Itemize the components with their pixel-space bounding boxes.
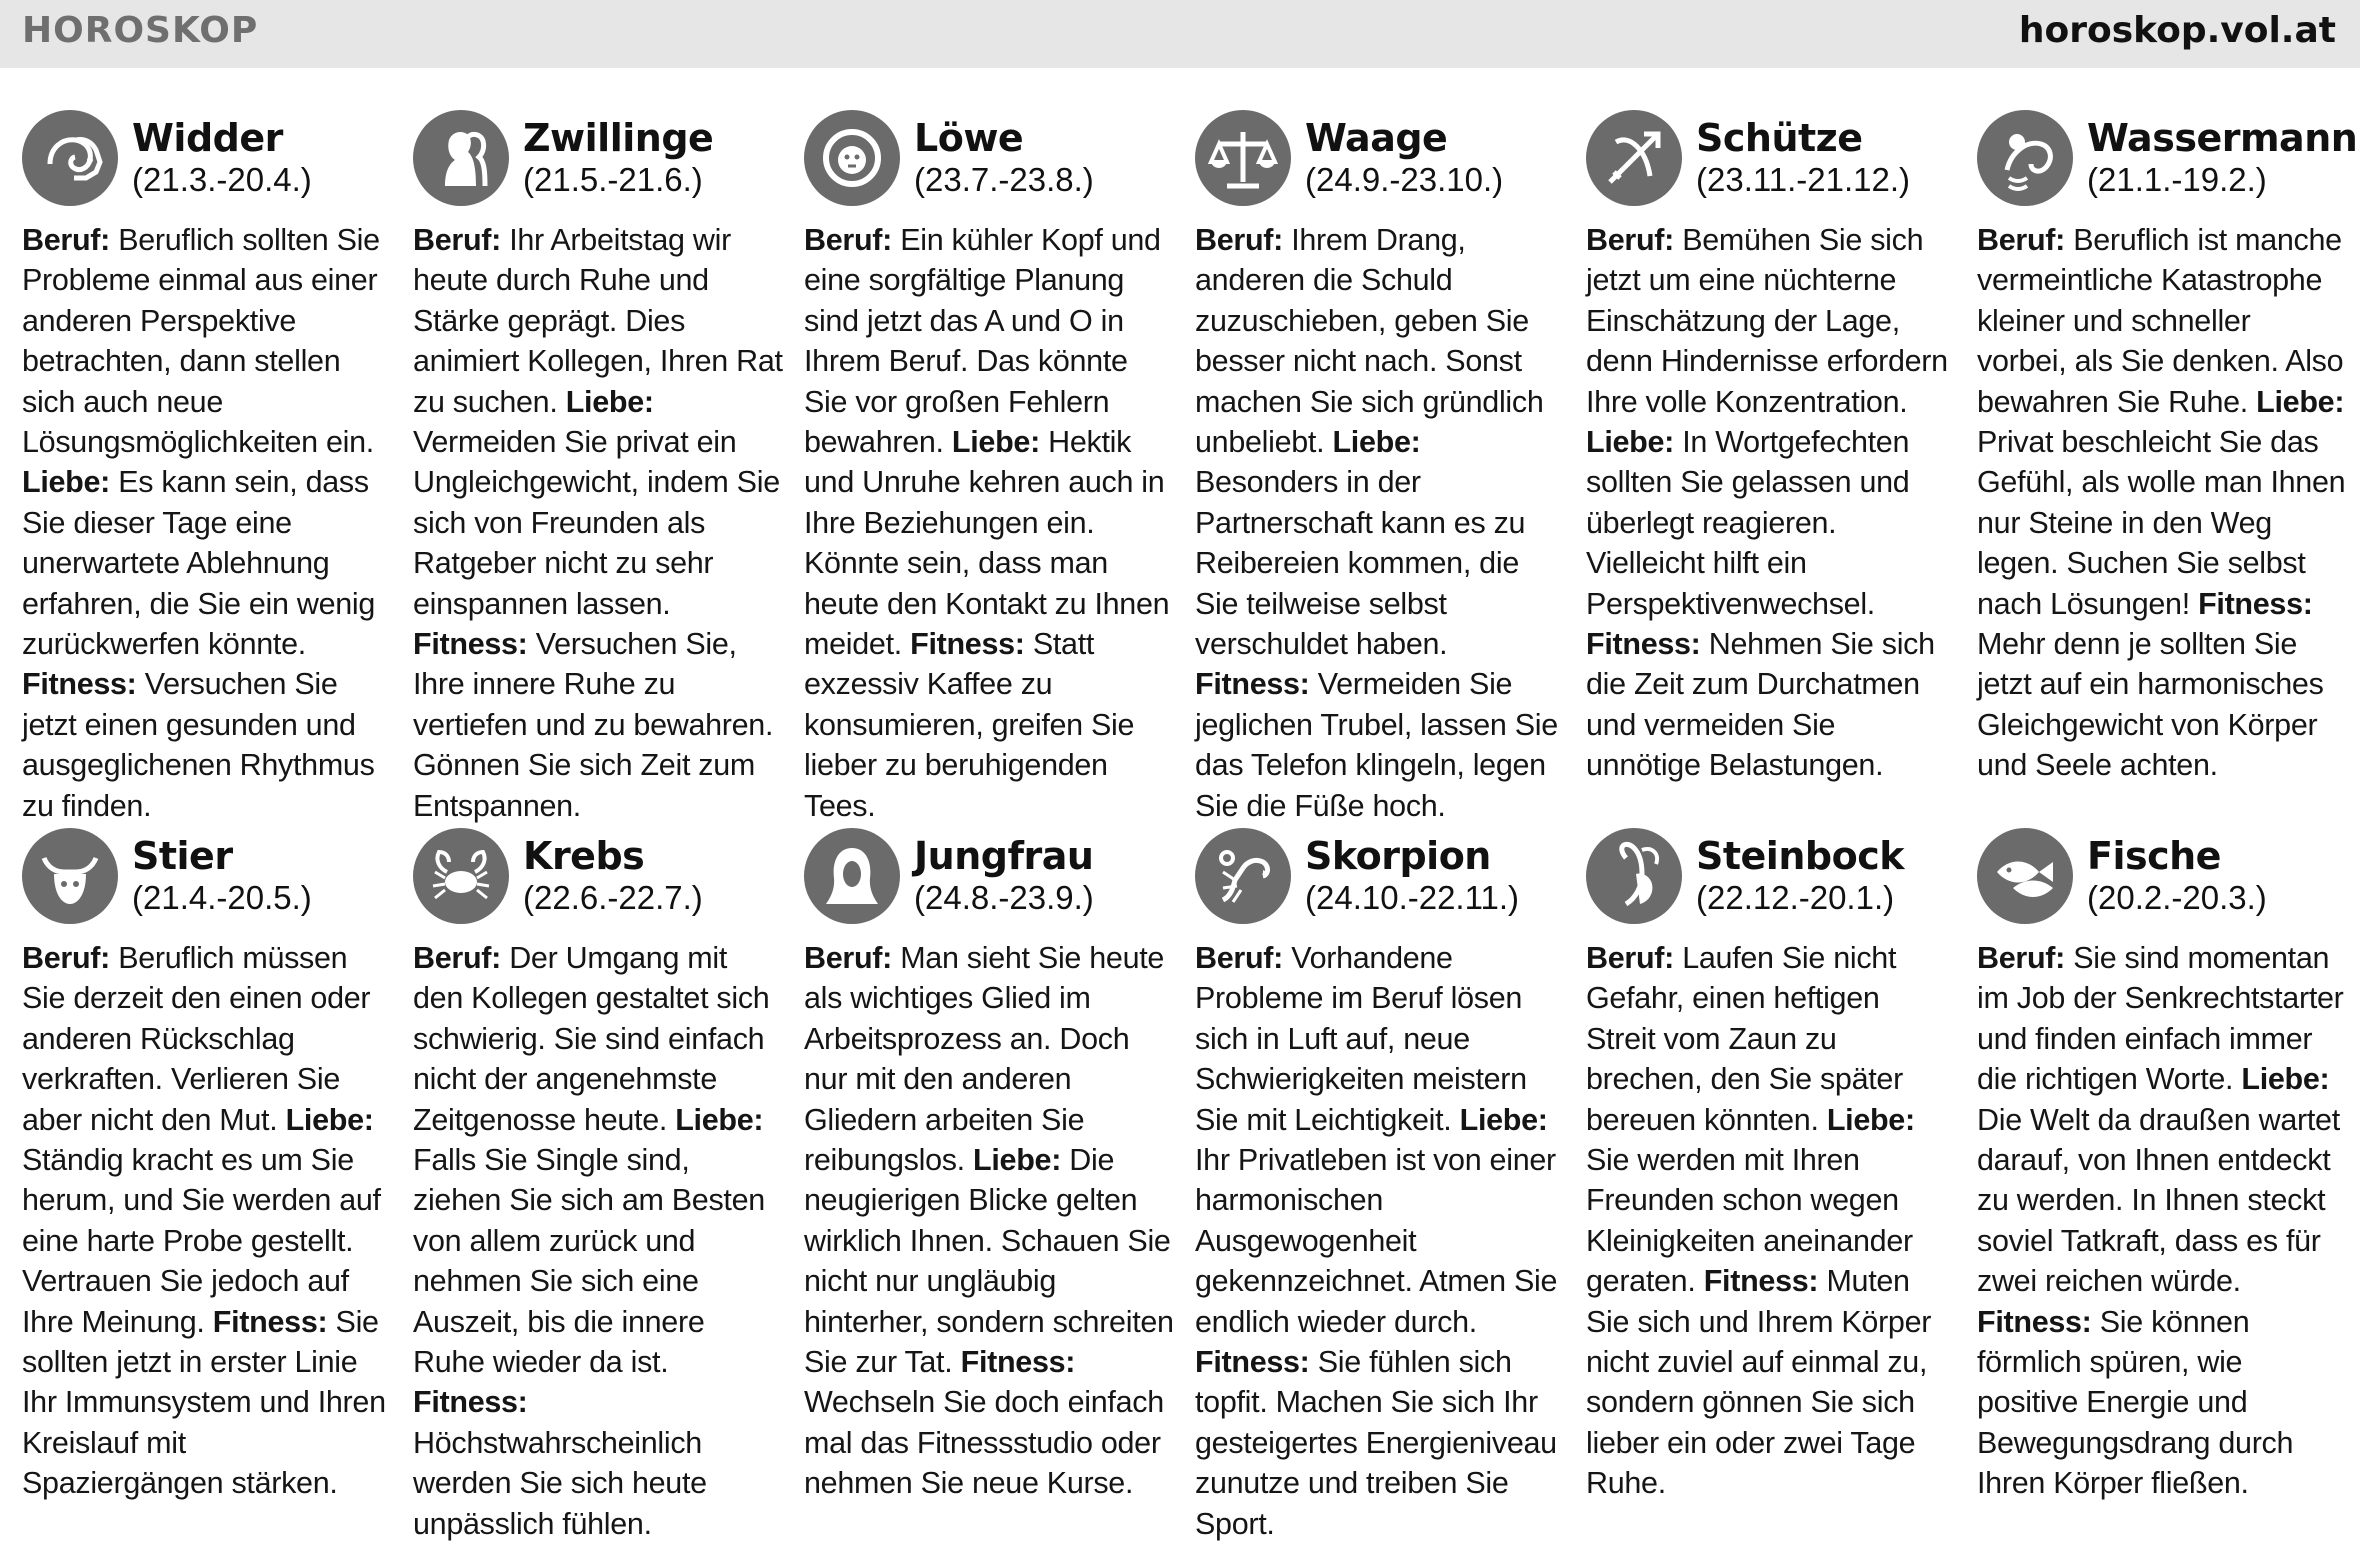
page-title: HOROSKOP (22, 10, 259, 51)
sign-name: Widder (132, 116, 283, 160)
sign-dates: (22.6.-22.7.) (523, 879, 703, 916)
fitness-label: Fitness: (960, 1345, 1076, 1380)
sign-name: Krebs (523, 834, 645, 878)
sign-dates: (21.5.-21.6.) (523, 161, 703, 198)
sign-forecast (1977, 220, 2347, 786)
beruf-text: Beruflich sollten Sie Probleme einmal aus einer anderen Perspektive betrachten, dann stellen sich auch neue Lösungsmöglichkeiten ein. (22, 223, 380, 460)
sign-card-fische (1977, 822, 2347, 1540)
beruf-label: Beruf: (22, 223, 111, 257)
fitness-text: Versuchen Sie jetzt einen gesunden und ausgeglichenen Rhythmus zu finden. (22, 667, 375, 823)
beruf-text: Vorhandene Probleme im Beruf lösen sich in Luft auf, neue Schwierigkeiten meistern Sie mit Leichtigkeit. (1195, 941, 1527, 1137)
sign-header (804, 104, 1174, 212)
fitness-text: Muten Sie sich und Ihrem Körper nicht zuviel auf einmal zu, sondern gönnen Sie sich lieber ein oder zwei Tage Ruhe. (1586, 1264, 1932, 1501)
beruf-text: Beruflich ist manche vermeintliche Katastrophe kleiner und schneller vorbei, als Sie denken. Also bewahren Sie Ruhe. (1977, 223, 2344, 419)
beruf-label: Beruf: (1195, 941, 1284, 975)
sign-card-krebs (413, 822, 783, 1540)
sign-header (1586, 822, 1956, 930)
sign-card-schuetze (1586, 104, 1956, 822)
liebe-text: Privat beschleicht Sie das Gefühl, als wolle man Ihnen nur Steine in den Weg legen. Suchen Sie selbst nach Lösungen! (1977, 425, 2346, 621)
beruf-label: Beruf: (1586, 223, 1675, 257)
sign-name: Schütze (1696, 116, 1863, 160)
sign-dates: (20.2.-20.3.) (2087, 879, 2267, 916)
sign-name: Jungfrau (914, 834, 1094, 878)
liebe-label: Liebe: (1826, 1102, 1915, 1137)
sign-name: Steinbock (1696, 834, 1904, 878)
fitness-text: Nehmen Sie sich die Zeit zum Durchatmen und vermeiden Sie unnötige Belastungen. (1586, 627, 1935, 783)
sign-header (413, 822, 783, 930)
sign-card-loewe (804, 104, 1174, 822)
sign-title-block (914, 834, 1094, 918)
sign-title-block (2087, 116, 2357, 200)
sign-forecast (804, 938, 1174, 1504)
sign-title-block (2087, 834, 2267, 918)
site-url: horoskop.vol.at (2018, 10, 2336, 51)
sign-forecast (22, 938, 392, 1504)
beruf-text: Man sieht Sie heute als wichtiges Glied im Arbeitsprozess an. Doch nur mit den anderen Gliedern arbeiten Sie reibungslos. (804, 941, 1165, 1178)
liebe-label: Liebe: (1459, 1102, 1548, 1137)
liebe-text: Besonders in der Partnerschaft kann es zu Reibereien kommen, die Sie teilweise selbst verschuldet haben. (1195, 465, 1526, 662)
sign-dates: (24.10.-22.11.) (1305, 879, 1520, 916)
beruf-label: Beruf: (413, 941, 502, 975)
sign-header (1195, 104, 1565, 212)
sign-header (1977, 104, 2358, 212)
sign-forecast (22, 220, 392, 826)
fitness-label: Fitness: (1977, 1304, 2092, 1339)
fitness-label: Fitness: (413, 627, 528, 662)
beruf-label: Beruf: (804, 941, 893, 975)
sign-name: Fische (2087, 834, 2221, 878)
sign-title-block (132, 834, 312, 918)
liebe-label: Liebe: (973, 1143, 1062, 1178)
sign-forecast (1195, 938, 1565, 1544)
fitness-text: Sie fühlen sich topfit. Machen Sie sich Ihr gesteigertes Energieniveau zunutze und treiben Sie Sport. (1195, 1345, 1557, 1541)
beruf-text: Beruflich müssen Sie derzeit den einen oder anderen Rückschlag verkraften. Verlieren Sie aber nicht den Mut. (22, 941, 371, 1137)
sign-name: Stier (132, 834, 233, 878)
bull-icon (22, 828, 118, 924)
beruf-label: Beruf: (1977, 941, 2066, 975)
sign-name: Wassermann (2087, 116, 2358, 160)
beruf-text: Ihr Arbeitstag wir heute durch Ruhe und Stärke geprägt. Dies animiert Kollegen, Ihren Rat zu suchen. (413, 223, 783, 419)
fitness-text: Höchstwahrscheinlich werden Sie sich heute unpässlich fühlen. (413, 1425, 707, 1541)
sign-header (413, 104, 783, 212)
liebe-text: Sie werden mit Ihren Freunden schon wegen Kleinigkeiten aneinander geraten. (1586, 1143, 1913, 1299)
liebe-text: In Wortgefechten sollten Sie gelassen und überlegt reagieren. Vielleicht hilft ein Perspektivenwechsel. (1586, 425, 1910, 621)
sign-title-block (1696, 834, 1904, 918)
fitness-label: Fitness: (1586, 627, 1701, 662)
sign-header (1195, 822, 1565, 930)
fitness-label: Fitness: (212, 1304, 328, 1339)
sign-card-waage (1195, 104, 1565, 822)
water-bearer-icon (1977, 110, 2073, 206)
sign-title-block (914, 116, 1094, 200)
sign-title-block (523, 834, 703, 918)
sign-title-block (1305, 834, 1519, 918)
beruf-label: Beruf: (1586, 941, 1675, 975)
beruf-text: Sie sind momentan im Job der Senkrechtstarter und finden einfach immer die richtigen Worte. (1977, 941, 2344, 1097)
sign-dates: (21.1.-19.2.) (2087, 161, 2267, 198)
sign-dates: (21.3.-20.4.) (132, 161, 312, 198)
ram-icon (22, 110, 118, 206)
sign-card-steinbock (1586, 822, 1956, 1540)
sign-card-wassermann (1977, 104, 2358, 822)
fitness-text: Mehr denn je sollten Sie jetzt auf ein harmonisches Gleichgewicht von Körper und Seele achten. (1977, 627, 2324, 783)
goat-icon (1586, 828, 1682, 924)
liebe-text: Falls Sie Single sind, ziehen Sie sich am Besten von allem zurück und nehmen Sie sich eine Auszeit, bis die innere Ruhe wieder da ist. (413, 1143, 765, 1380)
lion-icon (804, 110, 900, 206)
sign-dates: (24.8.-23.9.) (914, 879, 1094, 916)
sign-forecast (413, 220, 783, 826)
sign-header (1977, 822, 2347, 930)
beruf-text: Laufen Sie nicht Gefahr, einen heftigen Streit vom Zaun zu brechen, den Sie später bereuen könnten. (1586, 941, 1903, 1137)
sign-dates: (21.4.-20.5.) (132, 879, 312, 916)
horoscope-grid (22, 104, 2358, 1541)
sign-name: Löwe (914, 116, 1024, 160)
beruf-label: Beruf: (413, 223, 502, 257)
fitness-label: Fitness: (1195, 667, 1310, 702)
liebe-label: Liebe: (285, 1102, 374, 1137)
sign-title-block (132, 116, 312, 200)
archer-icon (1586, 110, 1682, 206)
sign-card-stier (22, 822, 392, 1540)
sign-forecast (1586, 220, 1956, 786)
sign-header (22, 822, 392, 930)
sign-title-block (1305, 116, 1503, 200)
sign-forecast (413, 938, 783, 1544)
sign-forecast (1586, 938, 1956, 1504)
sign-name: Waage (1305, 116, 1448, 160)
fitness-text: Wechseln Sie doch einfach mal das Fitnessstudio oder nehmen Sie neue Kurse. (804, 1385, 1164, 1501)
liebe-text: Die Welt da draußen wartet darauf, von Ihnen entdeckt zu werden. In Ihnen steckt soviel Tatkraft, dass es für zwei reichen würde. (1977, 1102, 2340, 1299)
liebe-text: Die neugierigen Blicke gelten wirklich Ihnen. Schauen Sie nicht nur ungläubig hinterher, sondern schreiten Sie zur Tat. (804, 1143, 1174, 1380)
liebe-text: Es kann sein, dass Sie dieser Tage eine unerwartete Ablehnung erfahren, die Sie ein wenig zurückwerfen könnte. (22, 465, 376, 662)
fitness-label: Fitness: (2198, 586, 2313, 621)
fish-icon (1977, 828, 2073, 924)
sign-forecast (1977, 938, 2347, 1504)
sign-header (22, 104, 392, 212)
fitness-label: Fitness: (1703, 1264, 1819, 1299)
fitness-label: Fitness: (910, 627, 1025, 662)
beruf-label: Beruf: (1977, 223, 2066, 257)
sign-dates: (22.12.-20.1.) (1696, 879, 1895, 916)
beruf-label: Beruf: (22, 941, 111, 975)
liebe-text: Hektik und Unruhe kehren auch in Ihre Beziehungen ein. Könnte sein, dass man heute den Kontakt zu Ihnen meidet. (804, 425, 1170, 662)
liebe-label: Liebe: (22, 465, 111, 500)
sign-header (1586, 104, 1956, 212)
virgin-icon (804, 828, 900, 924)
liebe-label: Liebe: (1586, 425, 1675, 460)
liebe-label: Liebe: (951, 425, 1040, 460)
beruf-label: Beruf: (1195, 223, 1284, 257)
sign-title-block (1696, 116, 1910, 200)
liebe-label: Liebe: (675, 1102, 764, 1137)
fitness-text: Sie sollten jetzt in erster Linie Ihr Immunsystem und Ihren Kreislauf mit Spaziergängen stärken. (22, 1304, 386, 1501)
beruf-text: Ein kühler Kopf und eine sorgfältige Planung sind jetzt das A und O in Ihrem Beruf. Das könnte Sie vor großen Fehlern bewahren. (804, 223, 1161, 460)
beruf-text: Bemühen Sie sich jetzt um eine nüchterne Einschätzung der Lage, denn Hindernisse erfordern Ihre volle Konzentration. (1586, 223, 1948, 419)
sign-forecast (1195, 220, 1565, 826)
fitness-text: Vermeiden Sie jeglichen Trubel, lassen Sie das Telefon klingeln, legen Sie die Füße hoch. (1195, 667, 1558, 823)
fitness-text: Statt exzessiv Kaffee zu konsumieren, greifen Sie lieber zu beruhigenden Tees. (804, 627, 1135, 823)
twins-icon (413, 110, 509, 206)
liebe-text: Vermeiden Sie privat ein Ungleichgewicht, indem Sie sich von Freunden als Ratgeber nicht zu sehr einspannen lassen. (413, 425, 780, 621)
fitness-label: Fitness: (22, 667, 137, 702)
sign-dates: (23.7.-23.8.) (914, 161, 1094, 198)
beruf-text: Der Umgang mit den Kollegen gestaltet sich schwierig. Sie sind einfach nicht der angenehmste Zeitgenosse heute. (413, 941, 770, 1137)
liebe-label: Liebe: (2256, 384, 2345, 419)
sign-forecast (804, 220, 1174, 826)
scorpion-icon (1195, 828, 1291, 924)
fitness-text: Sie können förmlich spüren, wie positive Energie und Bewegungsdrang durch Ihren Körper fließen. (1977, 1304, 2294, 1501)
sign-name: Skorpion (1305, 834, 1491, 878)
liebe-label: Liebe: (2241, 1062, 2330, 1097)
header-bar (0, 0, 2360, 68)
liebe-text: Ständig kracht es um Sie herum, und Sie werden auf eine harte Probe gestellt. Vertrauen Sie jedoch auf Ihre Meinung. (22, 1143, 381, 1339)
sign-card-widder (22, 104, 392, 822)
beruf-label: Beruf: (804, 223, 893, 257)
scales-icon (1195, 110, 1291, 206)
beruf-text: Ihrem Drang, anderen die Schuld zuzuschieben, geben Sie besser nicht nach. Sonst machen Sie sich gründlich unbeliebt. (1195, 223, 1544, 460)
sign-name: Zwillinge (523, 116, 714, 160)
sign-card-zwillinge (413, 104, 783, 822)
liebe-label: Liebe: (565, 384, 654, 419)
sign-header (804, 822, 1174, 930)
sign-dates: (24.9.-23.10.) (1305, 161, 1504, 198)
sign-title-block (523, 116, 713, 200)
liebe-text: Ihr Privatleben ist von einer harmonischen Ausgewogenheit gekennzeichnet. Atmen Sie endlich wieder durch. (1195, 1143, 1558, 1339)
fitness-text: Versuchen Sie, Ihre innere Ruhe zu vertiefen und zu bewahren. Gönnen Sie sich Zeit zum Entspannen. (413, 627, 774, 823)
sign-card-skorpion (1195, 822, 1565, 1540)
liebe-label: Liebe: (1332, 425, 1421, 460)
sign-dates: (23.11.-21.12.) (1696, 161, 1911, 198)
fitness-label: Fitness: (1195, 1345, 1310, 1380)
crab-icon (413, 828, 509, 924)
sign-card-jungfrau (804, 822, 1174, 1540)
fitness-label: Fitness: (413, 1385, 528, 1420)
